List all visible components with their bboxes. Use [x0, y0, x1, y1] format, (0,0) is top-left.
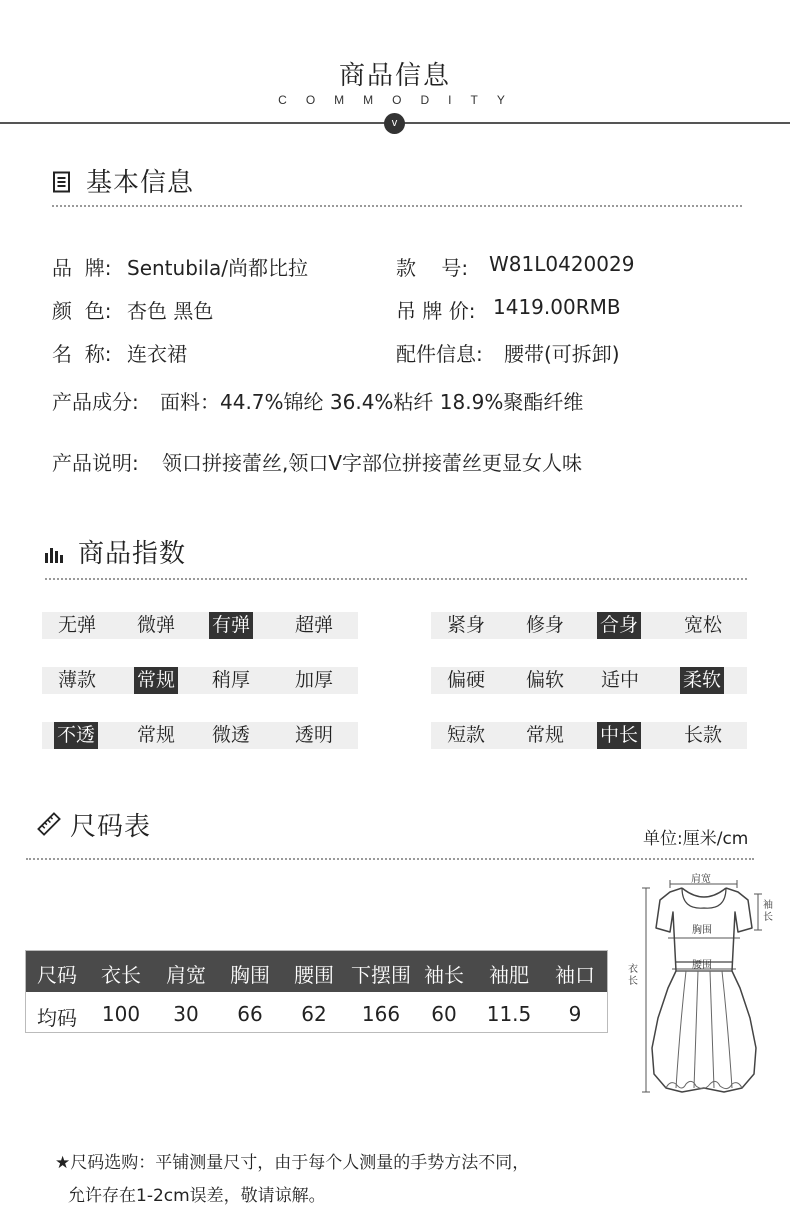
diagram-label-sleeve: 袖长	[763, 900, 773, 923]
size-table-header-cell: 衣长	[101, 963, 141, 987]
size-note-line-2: 允许存在1-2cm误差，敬请谅解。	[68, 1186, 326, 1206]
dress-outline-icon	[620, 866, 780, 1098]
index-row-fit	[431, 612, 747, 639]
index-option-selected: 合身	[597, 612, 641, 639]
name-label: 名 称:	[52, 342, 112, 366]
index-option: 微透	[212, 724, 251, 746]
size-table-header-cell: 胸围	[230, 963, 270, 987]
size-table-cell: 66	[237, 1002, 263, 1026]
size-note-line-1: ★尺码选购：平铺测量尺寸，由于每个人测量的手势方法不同，	[55, 1153, 530, 1173]
index-option-selected: 有弹	[209, 612, 253, 639]
basic-info-divider	[52, 205, 742, 207]
index-option: 透明	[295, 724, 334, 746]
index-divider	[45, 578, 747, 580]
index-option: 修身	[526, 614, 565, 636]
document-icon	[52, 171, 72, 193]
index-option-selected: 不透	[54, 722, 98, 749]
model-value: W81L0420029	[489, 252, 635, 276]
accessory-value: 腰带(可拆卸)	[504, 342, 620, 366]
name-value: 连衣裙	[127, 342, 187, 366]
index-option: 短款	[447, 724, 486, 746]
brand-label: 品 牌:	[52, 256, 112, 280]
index-option: 偏软	[526, 669, 565, 691]
diagram-label-length: 衣长	[628, 964, 638, 987]
index-row-softness	[431, 667, 747, 694]
size-table-header-cell: 下摆围	[351, 963, 411, 987]
index-option: 稍厚	[212, 669, 251, 691]
bar-chart-icon	[45, 545, 65, 563]
chevron-down-icon: v	[384, 113, 405, 134]
model-label: 款 号:	[396, 256, 469, 280]
index-option: 微弹	[137, 614, 176, 636]
size-table-cell: 均码	[37, 1006, 77, 1030]
index-title: 商品指数	[78, 539, 187, 569]
color-label: 颜 色:	[52, 299, 112, 323]
size-table-cell: 100	[101, 1002, 141, 1026]
index-option: 紧身	[447, 614, 486, 636]
price-label: 吊 牌 价:	[396, 299, 476, 323]
index-option: 宽松	[684, 614, 723, 636]
size-table-header-cell: 肩宽	[166, 963, 206, 987]
size-table-cell: 60	[431, 1002, 457, 1026]
description-value: 领口拼接蕾丝,领口V字部位拼接蕾丝更显女人味	[162, 451, 583, 475]
index-option: 长款	[684, 724, 723, 746]
brand-value: Sentubila/尚都比拉	[127, 256, 308, 280]
size-table-cell: 166	[361, 1002, 401, 1026]
index-option: 薄款	[58, 669, 97, 691]
index-row-thickness	[42, 667, 358, 694]
price-value: 1419.00RMB	[493, 295, 621, 319]
size-table-header-cell: 袖肥	[489, 963, 529, 987]
size-table-header-cell: 袖口	[555, 963, 595, 987]
description-label: 产品说明:	[52, 451, 139, 475]
size-table-cell: 62	[301, 1002, 327, 1026]
index-option-selected: 柔软	[680, 667, 724, 694]
index-option: 常规	[526, 724, 565, 746]
index-option-selected: 中长	[597, 722, 641, 749]
composition-value: 面料：44.7%锦纶 36.4%粘纤 18.9%聚酯纤维	[160, 390, 584, 414]
index-option: 适中	[601, 669, 640, 691]
page-title: 商品信息	[338, 61, 451, 91]
page-subtitle: COMMODITY	[278, 93, 524, 107]
dress-diagram	[620, 866, 780, 1098]
diagram-label-waist: 腰围	[692, 960, 712, 971]
basic-info-title: 基本信息	[86, 168, 195, 198]
index-option: 偏硬	[447, 669, 486, 691]
size-table	[25, 950, 608, 1033]
size-table-cell: 11.5	[486, 1002, 532, 1026]
diagram-label-shoulder: 肩宽	[691, 874, 711, 885]
index-option-selected: 常规	[134, 667, 178, 694]
composition-label: 产品成分:	[52, 390, 139, 414]
size-chart-title: 尺码表	[70, 812, 152, 842]
size-table-header-cell: 尺码	[37, 963, 77, 987]
index-row-elasticity	[42, 612, 358, 639]
index-option: 无弹	[58, 614, 97, 636]
ruler-icon	[37, 812, 61, 836]
size-table-header-cell: 腰围	[294, 963, 334, 987]
diagram-label-chest: 胸围	[692, 925, 712, 936]
size-table-header-cell: 袖长	[424, 963, 464, 987]
size-chart-divider	[26, 858, 754, 860]
index-row-length	[431, 722, 747, 749]
index-option: 加厚	[295, 669, 334, 691]
size-table-cell: 9	[568, 1002, 582, 1026]
size-table-cell: 30	[173, 1002, 199, 1026]
index-option: 超弹	[295, 614, 334, 636]
unit-label: 单位:厘米/cm	[643, 829, 749, 849]
color-value: 杏色 黑色	[127, 299, 214, 323]
index-option: 常规	[137, 724, 176, 746]
index-row-transparency	[42, 722, 358, 749]
accessory-label: 配件信息:	[396, 342, 483, 366]
